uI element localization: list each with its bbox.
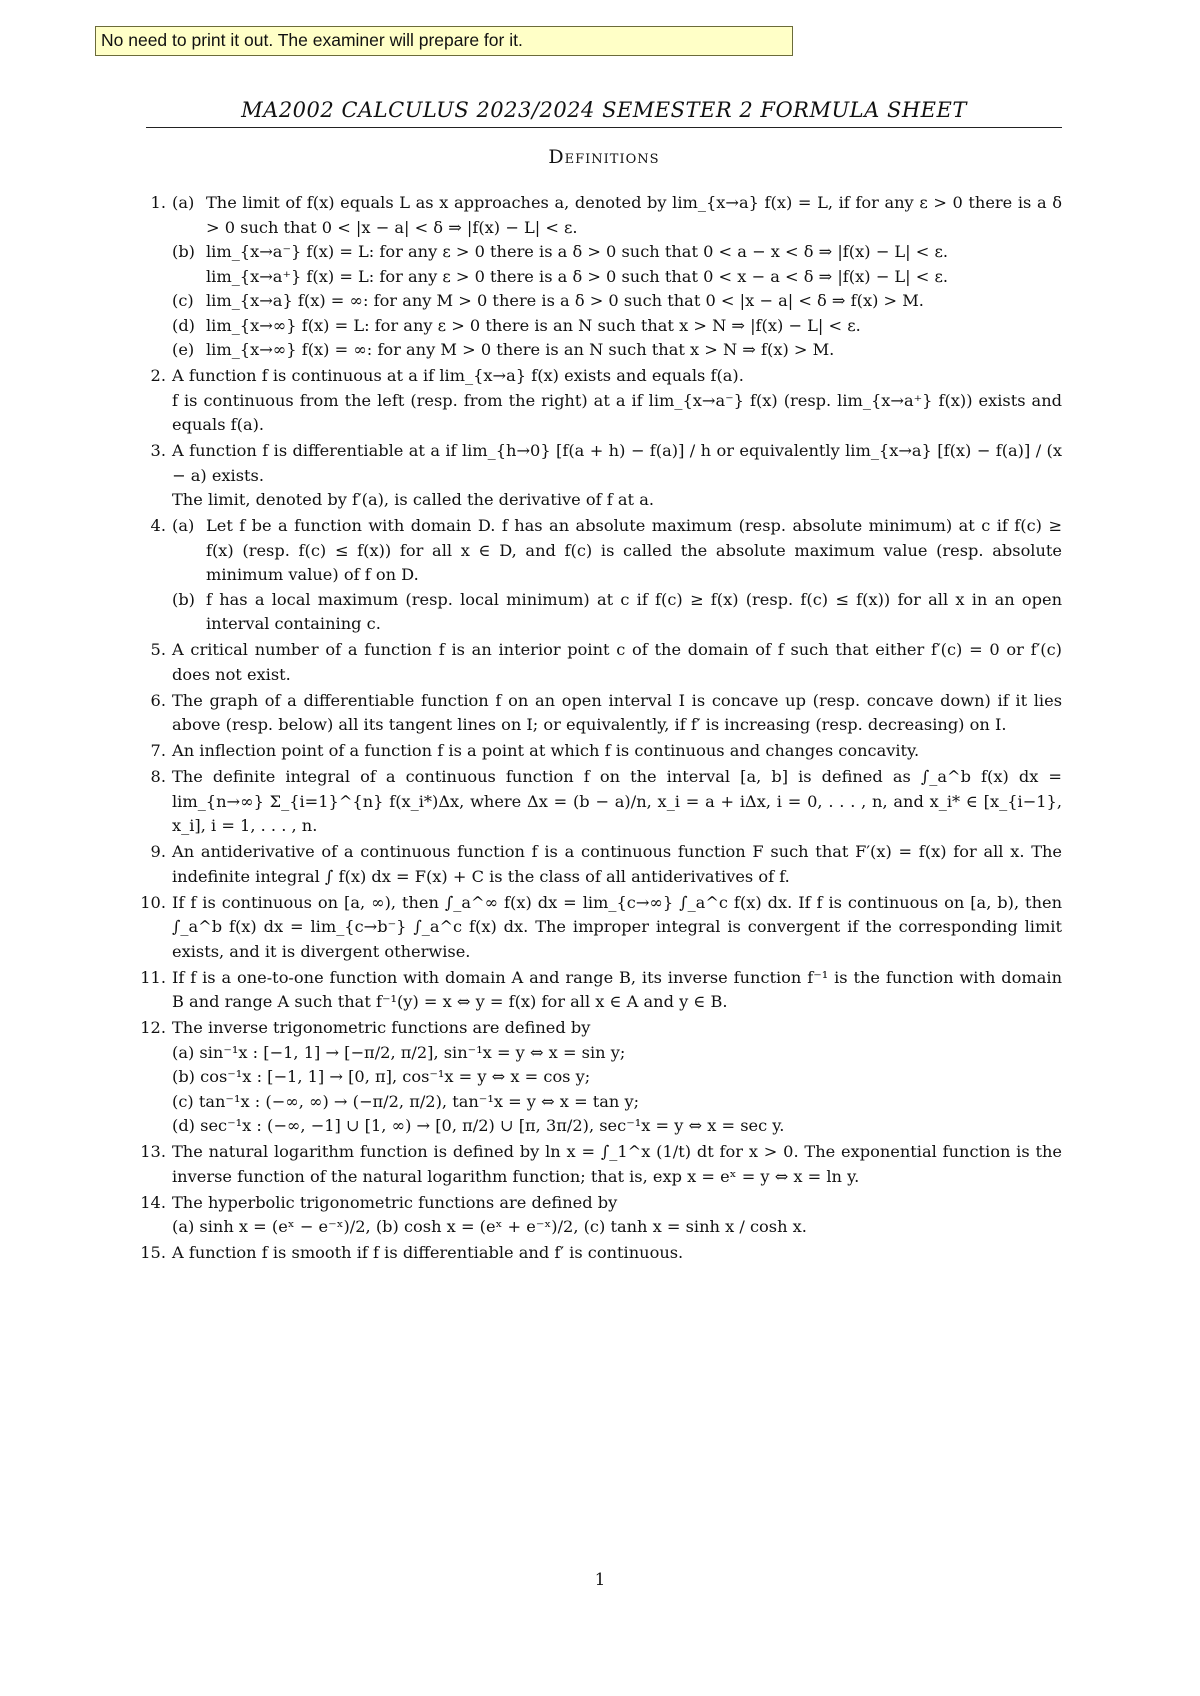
definition-item-9	[140, 840, 1062, 889]
item-number: 10.	[140, 892, 166, 912]
title-rule	[146, 127, 1062, 128]
item-number: 15.	[140, 1243, 166, 1262]
definition-item-13	[140, 1140, 1062, 1189]
sub-item	[172, 240, 1062, 265]
definition-item-14	[140, 1191, 1062, 1240]
sub-item	[172, 191, 1062, 240]
item-line: A function f is smooth if f is differentiable and f′ is continuous.	[172, 1243, 684, 1262]
sub-text: lim_{x→∞} f(x) = ∞: for any M > 0 there is an N such that x > N ⇒ f(x) > M.	[206, 340, 835, 359]
item-number: 1.	[150, 193, 166, 212]
definitions-list	[140, 191, 1062, 1267]
item-line: A function f is continuous at a if lim_{x→a} f(x) exists and equals f(a).	[172, 366, 744, 385]
sub-text: f has a local maximum (resp. local minimum) at c if f(c) ≥ f(x) (resp. f(c) ≤ f(x)) for all x in an open interval containing c.	[206, 589, 1062, 633]
sub-label: (d)	[172, 315, 195, 335]
page-number: 1	[594, 1570, 606, 1589]
item-line: The natural logarithm function is defined by ln x = ∫_1^x (1/t) dt for x > 0. The exponential function is the inverse function of the natural logarithm function; that is, exp x = eˣ = y ⇔ x = ln y.	[172, 1142, 1062, 1186]
item-number: 2.	[150, 366, 166, 385]
item-line: The hyperbolic trigonometric functions are defined by	[172, 1192, 618, 1212]
definition-item-10	[140, 891, 1062, 965]
item-line: The definite integral of a continuous function f on the interval [a, b] is defined as ∫_a^b f(x) dx = lim_{n→∞} Σ_{i=1}^{n} f(x_i*)Δx, where Δx = (b − a)/n, x_i = a + iΔx, i = 0, . . . , n, and x_i* ∈ [x_{i−1}, x_i], i = 1, . . . , n.	[172, 767, 1062, 835]
item-number: 11.	[140, 967, 166, 987]
definition-item-4	[140, 514, 1062, 637]
item-line: A function f is differentiable at a if lim_{h→0} [f(a + h) − f(a)] / h or equivalently lim_{x→a} [f(x) − f(a)] / (x − a) exists.	[172, 441, 1062, 485]
section-heading: Definitions	[548, 146, 660, 168]
definition-item-7	[140, 739, 1062, 764]
note-box: No need to print it out. The examiner will prepare for it.	[95, 26, 793, 56]
sub-text: Let f be a function with domain D. f has an absolute maximum (resp. absolute minimum) at c if f(c) ≥ f(x) (resp. f(c) ≤ f(x)) for all x ∈ D, and f(c) is called the absolute maximum value (resp. absolute minimum value) of f on D.	[206, 516, 1062, 584]
item-line: (c) tan⁻¹x : (−∞, ∞) → (−π/2, π/2), tan⁻¹x = y ⇔ x = tan y;	[172, 1091, 640, 1111]
sub-label: (e)	[172, 340, 195, 359]
sub-item	[172, 588, 1062, 637]
item-number: 14.	[140, 1192, 166, 1212]
item-number: 7.	[150, 741, 166, 760]
definition-item-8	[140, 765, 1062, 839]
item-line: (a) sinh x = (eˣ − e⁻ˣ)/2, (b) cosh x = (eˣ + e⁻ˣ)/2, (c) tanh x = sinh x / cosh x.	[172, 1217, 807, 1236]
item-line: The limit, denoted by f′(a), is called the derivative of f at a.	[172, 490, 654, 509]
item-line: The inverse trigonometric functions are defined by	[172, 1018, 591, 1037]
item-number: 5.	[150, 640, 166, 659]
item-line: (a) sin⁻¹x : [−1, 1] → [−π/2, π/2], sin⁻¹x = y ⇔ x = sin y;	[172, 1042, 626, 1062]
sub-label: (a)	[172, 516, 195, 535]
item-line: (b) cos⁻¹x : [−1, 1] → [0, π], cos⁻¹x = y ⇔ x = cos y;	[172, 1067, 591, 1086]
definition-item-12	[140, 1016, 1062, 1139]
sub-text: lim_{x→a⁺} f(x) = L: for any ε > 0 there is a δ > 0 such that 0 < x − a < δ ⇒ |f(x) − L| < ε.	[206, 266, 948, 286]
item-line: (d) sec⁻¹x : (−∞, −1] ∪ [1, ∞) → [0, π/2) ∪ [π, 3π/2), sec⁻¹x = y ⇔ x = sec y.	[172, 1116, 785, 1135]
item-line: If f is continuous on [a, ∞), then ∫_a^∞ f(x) dx = lim_{c→∞} ∫_a^c f(x) dx. If f is continuous on [a, b), then ∫_a^b f(x) dx = lim_{c→b⁻} ∫_a^c f(x) dx. The improper integral is convergent if the corresponding limit exists, and it is divergent otherwise.	[172, 892, 1062, 961]
sub-label: (a)	[172, 193, 195, 212]
sub-label: (c)	[172, 291, 194, 310]
item-number: 6.	[150, 690, 166, 710]
definition-item-3	[140, 439, 1062, 513]
sub-text: lim_{x→a} f(x) = ∞: for any M > 0 there is a δ > 0 such that 0 < |x − a| < δ ⇒ f(x) > M.	[206, 291, 924, 310]
definition-item-2	[140, 364, 1062, 438]
item-number: 9.	[150, 842, 166, 861]
sub-text: The limit of f(x) equals L as x approaches a, denoted by lim_{x→a} f(x) = L, if for any ε > 0 there is a δ > 0 such that 0 < |x − a| < δ ⇒ |f(x) − L| < ε.	[206, 193, 1062, 237]
item-line: An antiderivative of a continuous function f is a continuous function F such that F′(x) = f(x) for all x. The indefinite integral ∫ f(x) dx = F(x) + C is the class of all antiderivatives of f.	[172, 842, 1062, 886]
definition-item-6	[140, 689, 1062, 738]
item-number: 12.	[140, 1018, 166, 1037]
item-line: An inflection point of a function f is a point at which f is continuous and changes concavity.	[172, 741, 920, 760]
item-line: If f is a one-to-one function with domain A and range B, its inverse function f⁻¹ is the function with domain B and range A such that f⁻¹(y) = x ⇔ y = f(x) for all x ∈ A and y ∈ B.	[172, 967, 1062, 1011]
item-line: The graph of a differentiable function f on an open interval I is concave up (resp. concave down) if it lies above (resp. below) all its tangent lines on I; or equivalently, if f′ is increasing (resp. decreasing) on I.	[172, 690, 1062, 734]
sub-item	[172, 514, 1062, 588]
definition-item-11	[140, 966, 1062, 1015]
definition-item-1	[140, 191, 1062, 363]
sub-text: lim_{x→∞} f(x) = L: for any ε > 0 there is an N such that x > N ⇒ |f(x) − L| < ε.	[206, 315, 861, 335]
item-line: f is continuous from the left (resp. from the right) at a if lim_{x→a⁻} f(x) (resp. lim_{x→a⁺} f(x)) exists and equals f(a).	[172, 390, 1062, 434]
item-number: 4.	[150, 516, 166, 535]
sub-label: (b)	[172, 242, 195, 261]
sub-text: lim_{x→a⁻} f(x) = L: for any ε > 0 there is a δ > 0 such that 0 < a − x < δ ⇒ |f(x) − L| < ε.	[206, 242, 948, 261]
sub-item	[172, 314, 1062, 339]
sub-item	[172, 338, 1062, 363]
page-title: MA2002 CALCULUS 2023/2024 SEMESTER 2 FORMULA SHEET	[241, 98, 967, 122]
item-number: 13.	[140, 1142, 166, 1161]
item-line: A critical number of a function f is an interior point c of the domain of f such that either f′(c) = 0 or f′(c) does not exist.	[172, 640, 1062, 684]
sub-item	[172, 289, 1062, 314]
sub-label: (b)	[172, 589, 195, 609]
item-number: 8.	[150, 767, 166, 786]
sub-item	[172, 265, 1062, 290]
definition-item-15	[140, 1241, 1062, 1266]
definition-item-5	[140, 638, 1062, 687]
item-number: 3.	[150, 441, 166, 460]
